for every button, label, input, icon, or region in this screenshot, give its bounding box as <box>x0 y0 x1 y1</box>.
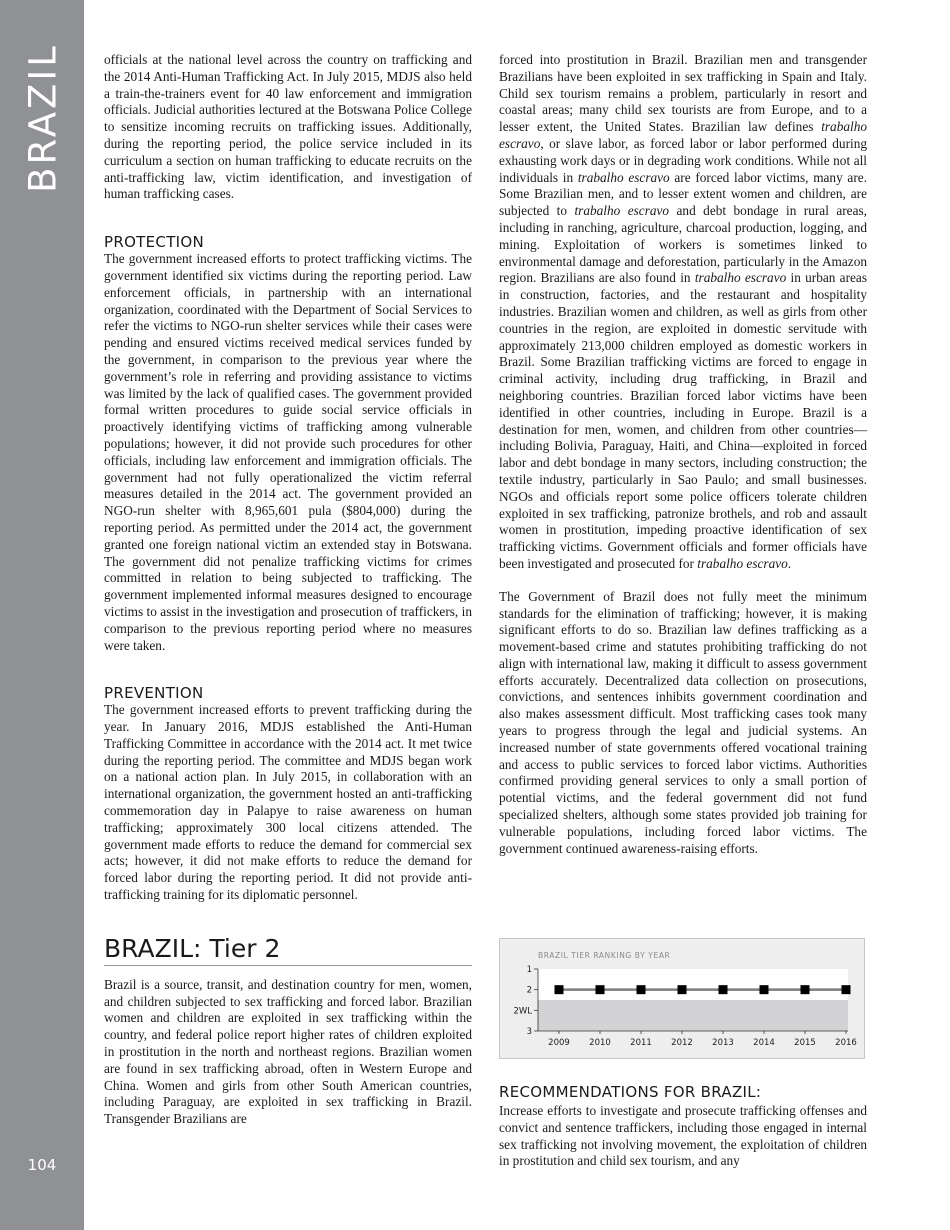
x-tick-label: 2013 <box>712 1038 734 1048</box>
protection-paragraph: The government increased efforts to protect trafficking victims. The government identified six victims during the reporting period. Law enforcement officials, in partnership with an international organization, coordinated with the Department of Social Services to refer the victims to NGO-run shelter services while their cases were pending and ensured victims received medical services funded by the government, in comparison to the previous year where the government’s role in referring and providing assistance to victims was limited by the lack of qualified cases. The government provided formal written procedures to guide social service officials in proactively identifying victims of trafficking among vulnerable populations; however, it did not provide such procedures for other officials, including law enforcement and immigration officials. The government had not fully operationalized the victim referral measures detailed in the 2014 act. The government provided an NGO-run shelter with 8,965,601 pula ($804,000) during the reporting period. As permitted under the 2014 act, the government granted one foreign national victim an extended stay in Botswana. The government did not penalize trafficking victims for crimes committed in relation to being subjected to trafficking. The government implemented informal measures designed to encourage victims to assist in the investigation and prosecution of traffickers, in comparison to the previous reporting period where no measures were taken. <box>104 251 472 653</box>
chart-title: BRAZIL TIER RANKING BY YEAR <box>538 951 671 960</box>
data-point-2016 <box>842 985 851 994</box>
protection-heading: PROTECTION <box>104 233 205 252</box>
prevention-heading: PREVENTION <box>104 684 204 703</box>
x-tick-label: 2015 <box>794 1038 816 1048</box>
tier-chart-svg <box>500 939 864 1058</box>
prevention-paragraph: The government increased efforts to prevent trafficking during the year. In January 2016, MDJS established the Anti-Human Trafficking Committee in accordance with the 2014 act. It met twice during the reporting period. The committee and MDJS began work on a national action plan. In July 2015, in collaboration with an international organization, the government hosted an anti-trafficking commemoration day in Palapye to raise awareness on human trafficking; approximately 300 local citizens attended. The government made efforts to reduce the demand for commercial sex acts; however, it did not make efforts to reduce the demand for forced labor during the reporting period. It did not provide anti-trafficking training for its diplomatic personnel. <box>104 702 472 903</box>
country-title: BRAZIL <box>21 43 65 193</box>
recommendations-paragraph: Increase efforts to investigate and prosecute trafficking offenses and convict and sentence traffickers, including those engaged in internal sex trafficking not involving movement, the exploitation of children in prostitution and child sex tourism, and any <box>499 1103 867 1169</box>
sidebar <box>0 0 84 1230</box>
data-point-2014 <box>760 985 769 994</box>
page-number: 104 <box>27 1156 57 1174</box>
tier-heading: BRAZIL: Tier 2 <box>104 934 472 966</box>
y-tick-label: 3 <box>526 1027 532 1037</box>
data-point-2015 <box>801 985 810 994</box>
country-narrative-paragraph: forced into prostitution in Brazil. Brazilian men and transgender Brazilians have been exploited in sex trafficking in Spain and Italy. Child sex tourism remains a problem, particularly in resort and coastal areas; many child sex tourists are from Europe, and to a lesser extent, the United States. Brazilian law defines trabalho escravo, or slave labor, as forced labor or labor performed during exhausting work days or in degrading work conditions. While not all individuals in trabalho escravo are forced labor victims, many are. Some Brazilian men, and to lesser extent women and children, are subjected to trabalho escravo and debt bondage in rural areas, including in ranching, agriculture, charcoal production, logging, and mining. Exploitation of workers is sometimes linked to environmental damage and deforestation, particularly in the Amazon region. Brazilians are also found in trabalho escravo in urban areas in construction, factories, and the restaurant and hospitality industries. Brazilian women and children, as well as girls from other countries in the region, are exploited in domestic servitude with approximately 213,000 children employed as domestic workers in Brazil. Some Brazilian trafficking victims are forced to engage in criminal activity, including drug trafficking, in Brazil and neighboring countries. Brazilian forced labor victims have been identified in other countries, including in Europe. Brazil is a destination for men, women, and children from other countries—including Bolivia, Paraguay, Haiti, and China—exploited in forced labor and debt bondage in many sectors, including construction; the textile industry, particularly in Sao Paulo; and small businesses. NGOs and officials report some police officers tolerate children exploited in sex trafficking, patronize brothels, and rob and assault women in prostitution, impeding proactive identification of sex trafficking victims. Government officials and former officials have been investigated and prosecuted for trabalho escravo. <box>499 52 867 571</box>
x-tick-label: 2012 <box>671 1038 693 1048</box>
data-point-2011 <box>637 985 646 994</box>
right-column <box>499 52 867 857</box>
data-point-2013 <box>719 985 728 994</box>
assessment-paragraph: The Government of Brazil does not fully meet the minimum standards for the elimination of trafficking; however, it is making significant efforts to do so. Brazilian law defines trafficking as a movement-based crime and statutes prohibiting trafficking do not align with international law, making it difficult to assess government efforts accurately. Decentralized data collection on prosecutions, convictions, and sentences inhibits government coordination and also makes assessment difficult. Most trafficking cases took many years to progress through the legal and judicial systems. An increased number of state governments offered vocational training and access to public services to forced labor victims. Authorities confirmed providing general services to only a small portion of potential victims, and the federal government did not fund specialized shelters, although some states provided job training for vulnerable populations, including forced labor victims. The government continued awareness-raising efforts. <box>499 588 867 856</box>
x-tick-label: 2009 <box>548 1038 570 1048</box>
y-tick-label: 2 <box>526 985 532 996</box>
recommendations-heading: RECOMMENDATIONS FOR BRAZIL: <box>499 1083 762 1101</box>
x-tick-label: 2014 <box>753 1038 775 1048</box>
data-point-2009 <box>555 985 564 994</box>
x-tick-label: 2016 <box>835 1038 857 1048</box>
tier-ranking-chart <box>499 938 865 1059</box>
y-tick-label: 1 <box>526 965 532 975</box>
data-point-2010 <box>596 985 605 994</box>
data-point-2012 <box>678 985 687 994</box>
chart-band-upper <box>538 969 848 1000</box>
left-column <box>104 52 472 1128</box>
y-tick-label: 2WL <box>513 1006 532 1017</box>
x-tick-label: 2011 <box>630 1038 652 1048</box>
brazil-intro-paragraph: Brazil is a source, transit, and destination country for men, women, and children subjected to sex trafficking and forced labor. Brazilian women and children are exploited in sex trafficking within the country, and federal police report higher rates of children exploited in prostitution in the north and northeast regions. Brazilian women are found in sex trafficking abroad, often in Western Europe and China. Women and girls from other South American countries, including Paraguay, are exploited in sex trafficking in Brazil. Transgender Brazilians are <box>104 976 472 1127</box>
x-tick-label: 2010 <box>589 1038 611 1048</box>
intro-paragraph: officials at the national level across the country on trafficking and the 2014 Anti-Human Trafficking Act. In July 2015, MDJS also held a train-the-trainers event for 40 law enforcement and immigration officials. Judicial authorities lectured at the Botswana Police College to sensitize incoming recruits on trafficking issues. Additionally, during the reporting period, the police service included in its curriculum a section on human trafficking to educate recruits on the anti-trafficking law, victim identification, and investigation of human trafficking cases. <box>104 52 472 202</box>
chart-band-lower <box>538 1000 848 1031</box>
